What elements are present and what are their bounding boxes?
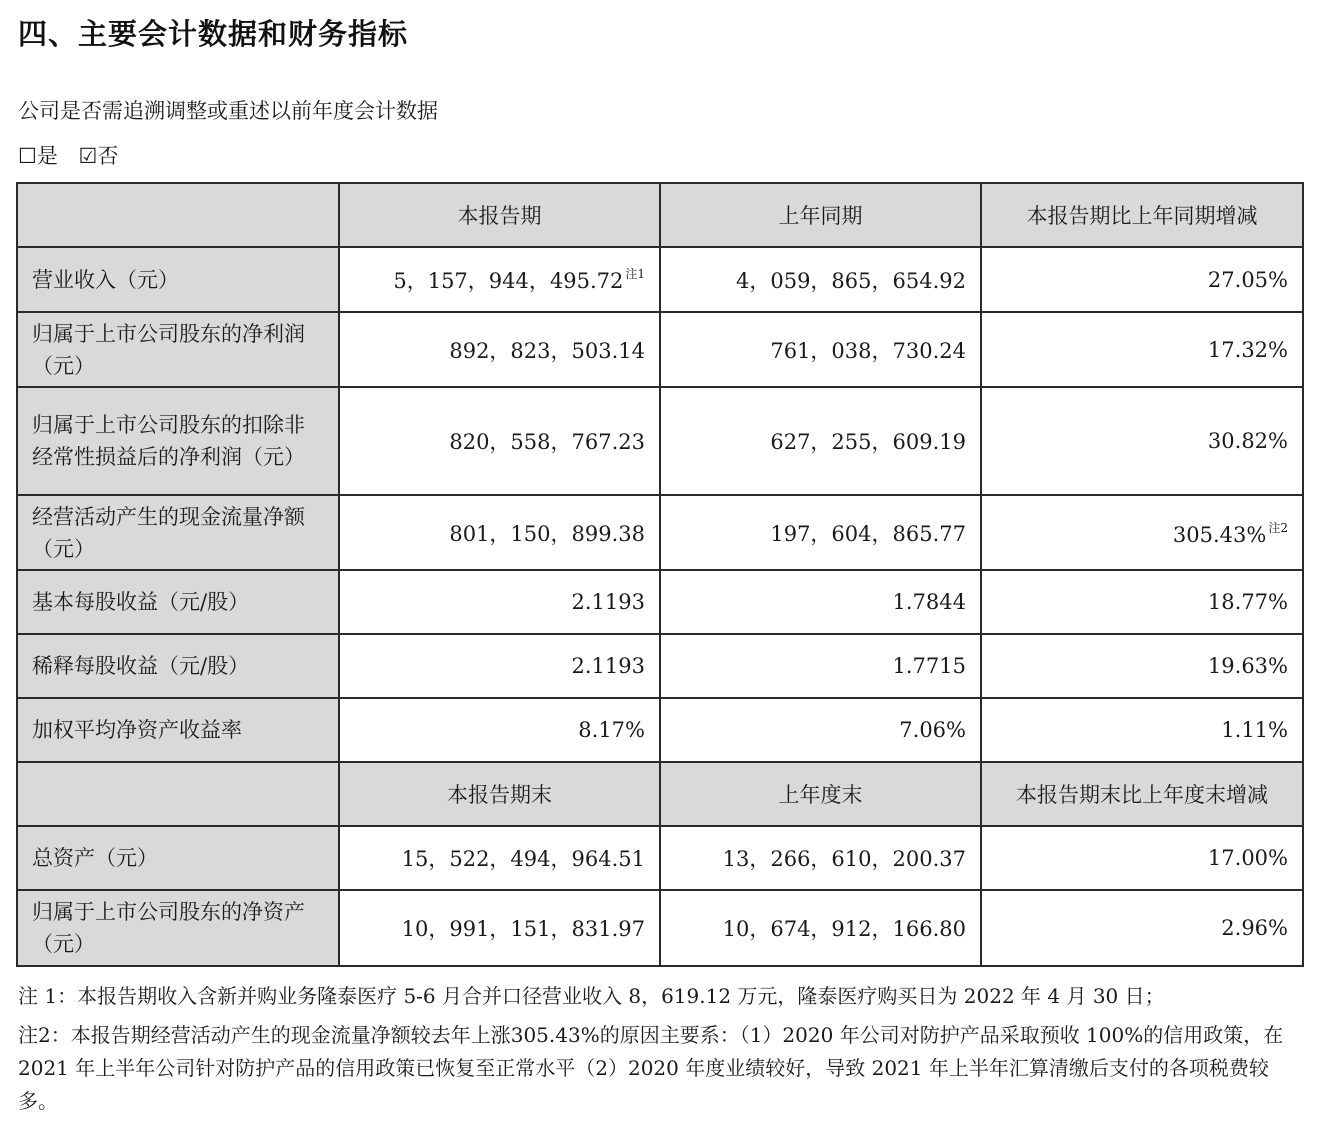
row-label: 归属于上市公司股东的净资产（元） [17,890,339,966]
cell-current: 8.17% [339,698,660,762]
col-header-period-end: 本报告期末 [339,762,660,826]
footnote-marker: 注2 [1268,520,1288,535]
row-label: 稀释每股收益（元/股） [17,634,339,698]
row-label: 归属于上市公司股东的净利润（元） [17,312,339,387]
cell-current: 801，150，899.38 [339,495,660,570]
col-header-change: 本报告期比上年同期增减 [981,183,1303,247]
row-label: 营业收入（元） [17,247,339,312]
row-label: 经营活动产生的现金流量净额（元） [17,495,339,570]
cell-change: 30.82% [981,387,1303,495]
row-label: 加权平均净资产收益率 [17,698,339,762]
footnote-2: 注2：本报告期经营活动产生的现金流量净额较去年上涨305.43%的原因主要系：（1）2020 年公司对防护产品采取预收 100%的信用政策，在 2021 年上半年公司针对防护产品的信用政策已恢复至正常水平（2）2020 年度业绩较好，导致 2021 年上半年汇算清缴后支付的各项税费较多。 [18,1023,1284,1113]
cell-current: 2.1193 [339,570,660,634]
row-label: 基本每股收益（元/股） [17,570,339,634]
footnote-marker: 注1 [625,266,645,281]
cell-prior: 7.06% [660,698,981,762]
cell-prior: 4，059，865，654.92 [660,247,981,312]
footnote-1: 注 1：本报告期收入含新并购业务隆泰医疗 5-6 月合并口径营业收入 8，619.12 万元，隆泰医疗购买日为 2022 年 4 月 30 日； [18,984,1165,1008]
table-row [17,312,1303,387]
col-header-prior-year-end: 上年度末 [660,762,981,826]
financial-table [16,182,1304,967]
restatement-options [18,140,132,170]
row-label: 总资产（元） [17,826,339,890]
cell-current: 820，558，767.23 [339,387,660,495]
table-row [17,634,1303,698]
table-row [17,826,1303,890]
restatement-question: 公司是否需追溯调整或重述以前年度会计数据 [18,99,438,123]
row-label: 归属于上市公司股东的扣除非经常性损益后的净利润（元） [17,387,339,495]
cell-prior: 13，266，610，200.37 [660,826,981,890]
cell-prior: 1.7844 [660,570,981,634]
cell-prior: 1.7715 [660,634,981,698]
cell-change: 1.11% [981,698,1303,762]
table-header-row [17,762,1303,826]
table-row [17,570,1303,634]
cell-change: 2.96% [981,890,1303,966]
cell-change: 17.00% [981,826,1303,890]
header-corner [17,762,339,826]
cell-change: 17.32% [981,312,1303,387]
col-header-current: 本报告期 [339,183,660,247]
header-corner [17,183,339,247]
col-header-prior: 上年同期 [660,183,981,247]
col-header-end-change: 本报告期末比上年度末增减 [981,762,1303,826]
table-header-row [17,183,1303,247]
cell-current: 15，522，494，964.51 [339,826,660,890]
cell-change: 19.63% [981,634,1303,698]
cell-prior: 197，604，865.77 [660,495,981,570]
cell-current: 2.1193 [339,634,660,698]
footnotes [18,980,1308,1124]
cell-current: 5，157，944，495.72 $^{注1}$ [339,247,660,312]
cell-change: 27.05% [981,247,1303,312]
cell-current: 10，991，151，831.97 [339,890,660,966]
table-row [17,495,1303,570]
cell-prior: 761，038，730.24 [660,312,981,387]
cell-current: 892，823，503.14 [339,312,660,387]
section-heading: 四、主要会计数据和财务指标 [18,17,409,51]
option-yes[interactable]: ☐是 [18,144,58,168]
cell-change: 18.77% [981,570,1303,634]
table-row [17,247,1303,312]
option-no[interactable]: ☑否 [78,144,119,168]
cell-prior: 10，674，912，166.80 [660,890,981,966]
table-row [17,698,1303,762]
table-row [17,890,1303,966]
table-row [17,387,1303,495]
cell-change: 305.43% $^{注2}$ [981,495,1303,570]
cell-prior: 627，255，609.19 [660,387,981,495]
